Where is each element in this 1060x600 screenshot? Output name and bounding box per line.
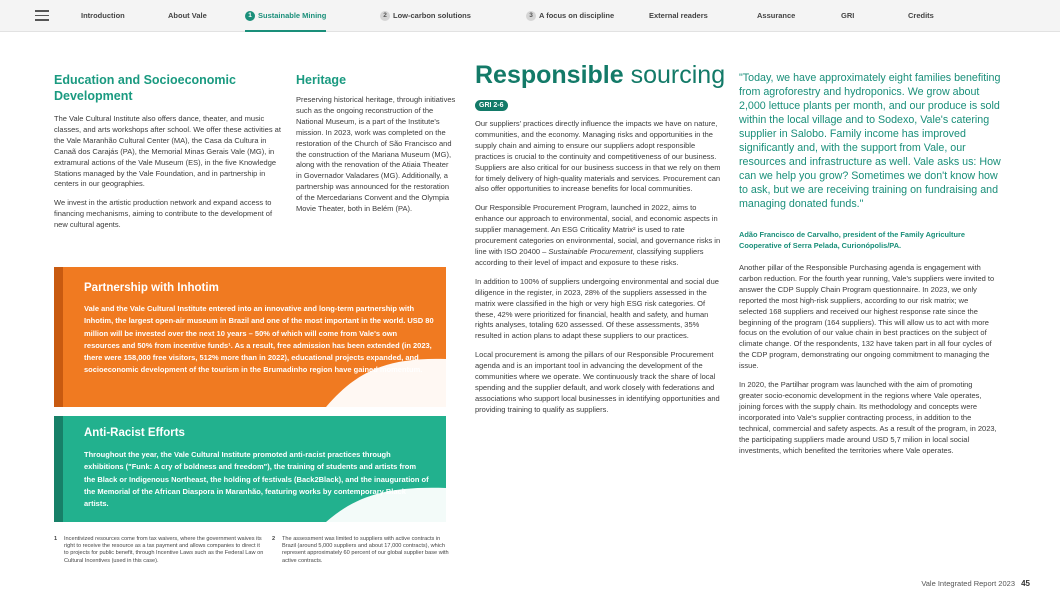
nav-label: About Vale [168,11,207,20]
title-bold-part: Responsible [475,61,624,89]
callout-accent-bar [54,267,63,407]
inhotim-callout [54,267,446,407]
right-column-text [739,263,997,464]
anti-racist-text: Throughout the year, the Vale Cultural Institute promoted anti-racist practices through exhibitions ("Funk: A cry of boldness and freedom"), the training of students and artists from the Black or Indigenous Northeast, the holding of festivals (Back2Black), and the inauguration of the Memorial of the African Diaspora in Maranhão, featuring works by contemporary Black artists. [84,450,429,509]
sourcing-paragraph: Local procurement is among the pillars of our Responsible Procurement agenda and is an important tool in advancing the development of the communities where we operate. We continuously track the share of local spending and the supplier default, and work closely with federations and associations who support local businesses in identifying opportunities and providing training to qualify as suppliers. [475,350,720,414]
page-footer [921,579,1030,588]
heritage-paragraph: Preserving historical heritage, through initiatives such as the ongoing reconstruction of the National Museum, is a part of the Institute's mission. In 2023, work was completed on the restoration of the Church of São Francisco and the construction of the Mariana Museum (MG), along with the renovation of the Atiaia Theater in Governador Valadares (MG). Additionally, a partnership was announced for the restoration of the Mercedarians Convent and the Olympia Movie Theater, both in Belém (PA). [296,95,456,214]
nav-item-external-readers[interactable] [649,0,708,32]
nav-label: GRI [841,11,855,20]
hamburger-menu-icon[interactable] [35,10,49,21]
nav-item-assurance[interactable] [757,0,795,32]
footnote-mark: 2 [272,536,276,542]
nav-label: Introduction [81,11,125,20]
footnote-2 [272,536,454,565]
education-paragraph: We invest in the artistic production network and expand access to financing mechanisms, aiming to contribute to the development of new cultural agents. [54,198,273,230]
page-number: 45 [1021,579,1030,588]
title-rest-part: sourcing [630,61,726,89]
anti-racist-callout [54,416,446,522]
education-heading: Education and Socioeconomic Development [54,73,236,103]
nav-item-gri[interactable] [841,0,854,32]
heritage-heading: Heritage [296,73,347,87]
nav-item-focus-on-discipline[interactable] [526,0,614,32]
nav-item-low-carbon-solutions[interactable] [380,0,471,32]
sourcing-text-span: Our Responsible Procurement Program, launched in 2022, aims to enhance our approach to environmental, social, and economic aspects in supplier management. An ESG Criticality Matrix² is used to rate procurement categories on environmental, social, and governance risks in line with ISO 20400 – [475,203,721,256]
right-paragraph: Another pillar of the Responsible Purchasing agenda is engagement with carbon reduction. For the fourth year running, Vale's suppliers were invited to answer the CDP Supply Chain Program questionnaire. In 2023, we only reported the most high-risk suppliers, according to our risk matrix; we selected 168 suppliers and received our highest response rate since the beginning of the program (164 suppliers). This will allow us to act with more focus on the evolution of our value chain in best practices on the subject of climate change. Of the respondents, 132 have taken part in all four cycles of the CDP program, demonstrating our ongoing commitment to managing the issue. [739,263,995,371]
right-paragraph: In 2020, the Partilhar program was launched with the aim of promoting greater socio-economic development in the regions where Vale operates, joining forces with the supply chain. Its methodology and concepts were incorporated into Vale's supplier contracting process, in addition to the technical, commercial and safety aspects. As a result of the program, in 2023, the participating suppliers made around USD 5,7 milion in local social investments, which benefited the territories where Vale operates. [739,380,997,455]
sourcing-text-italic: Sustainable Procurement [548,246,633,256]
sourcing-paragraph: Our suppliers' practices directly influence the impacts we have on nature, communities, and the economy. Managing risks and opportunities in the supply chain and aiming to ensure our suppliers adopt responsible practices is crucial to the continuity and competitiveness of our business. Suppliers are also critical for our business success in that we rely on them for timely delivery of high-quality materials and services. Procurement can also offer opportunities to increase benefits for local communities. [475,119,721,194]
nav-item-credits[interactable] [908,0,934,32]
footnote-text: The assessment was limited to suppliers with active contracts in Brazil (around 5,000 suppliers and about 17,000 contracts), which represent approximately 60 percent of our global supplier base with active contracts. [282,536,449,564]
quote-attribution: Adão Francisco de Carvalho, president of the Family Agriculture Cooperative of Serra Pelada, Curionópolis/PA. [739,230,966,250]
sourcing-text [475,119,721,424]
inhotim-text: Vale and the Vale Cultural Institute entered into an innovative and long-term partnership with Inhotim, the largest open-air museum in Brazil and one of the most important in the world. USD 80 million will be invested over the next 10 years – 50% of which will come from Vale's own resources and 50% from incentive funds¹. As a result, free admission has been extended (in 2023, there were 158,000 free visitors, 512% more than in 2022), educational projects expanded, and socioeconomic development of the tourism in the Brumadinho region have gained momentum. [84,304,434,375]
nav-item-introduction[interactable] [81,0,125,32]
sourcing-text-span: , classifying suppliers according to their level of impact and exposure to these risks. [475,246,704,267]
nav-label: A focus on discipline [539,11,615,20]
education-text [54,114,284,239]
sourcing-paragraph [475,203,721,268]
section-number-badge: 2 [380,11,390,21]
nav-label: Sustainable Mining [258,11,327,20]
sourcing-paragraph: In addition to 100% of suppliers undergoing environmental and social due diligence in the register, in 2023, 28% of the suppliers assessed in the matrix were classified in the high or very high ESG risk categories. Of these, 42% were prioritized for financial, health and safety, and human rights analyses, totaling 620 assessed. Of these assessments, 35% resulted in action plans to adapt these suppliers to our practices. [475,276,719,341]
education-paragraph: The Vale Cultural Institute also offers dance, theater, and music classes, and arts workshops after school. We offer these activities at the Vale Maranhão Cultural Center (MA), the Casa da Cultura in Canaã dos Carajás (PA), the Memorial Minas Gerais Vale (MG), in extramural actions of the Vale Museum (ES), in the five Knowledge Stations managed by the Vale Foundation, and in partnership in centers in our geographies. [54,114,281,189]
footnote-mark: 1 [54,536,58,542]
footnote-text: Incentivized resources come from tax waivers, where the government waives its right to receive the resource as a tax payment and allows companies to direct it to projects for public benefit, through Incentive Laws such as the Federal Law on Cultural Incentives (used in this case). [64,536,264,564]
inhotim-heading: Partnership with Inhotim [84,282,219,294]
nav-label: Credits [908,11,934,20]
nav-label: Assurance [757,11,796,20]
report-name: Vale Integrated Report 2023 [921,579,1015,588]
gri-badge: GRI 2-6 [475,100,508,111]
section-number-badge: 1 [245,11,255,21]
nav-item-about-vale[interactable] [168,0,207,32]
section-number-badge: 3 [526,11,536,21]
testimonial-quote: "Today, we have approximately eight families benefiting from agroforestry and hydroponics. We grow about 2,000 lettuce plants per month, and our produce is sold within the local village and to Sodexo, Vale's catering supplier in Salobo. Family income has improved significantly and, with the support from Vale, our resources and infrastructure as well. Vale asks us: How can we help you grow? Sometimes we don't know how to ask, but we are receiving training on fundraising and managing donated funds." [739,72,1001,210]
anti-racist-heading: Anti-Racist Efforts [84,427,185,439]
heritage-text [296,95,456,223]
top-navigation [0,0,1060,32]
nav-label: External readers [649,11,708,20]
callout-accent-bar [54,416,63,522]
nav-label: Low-carbon solutions [393,11,471,20]
nav-item-sustainable-mining[interactable] [245,0,326,32]
responsible-sourcing-title [475,58,725,92]
footnote-1 [54,536,264,565]
